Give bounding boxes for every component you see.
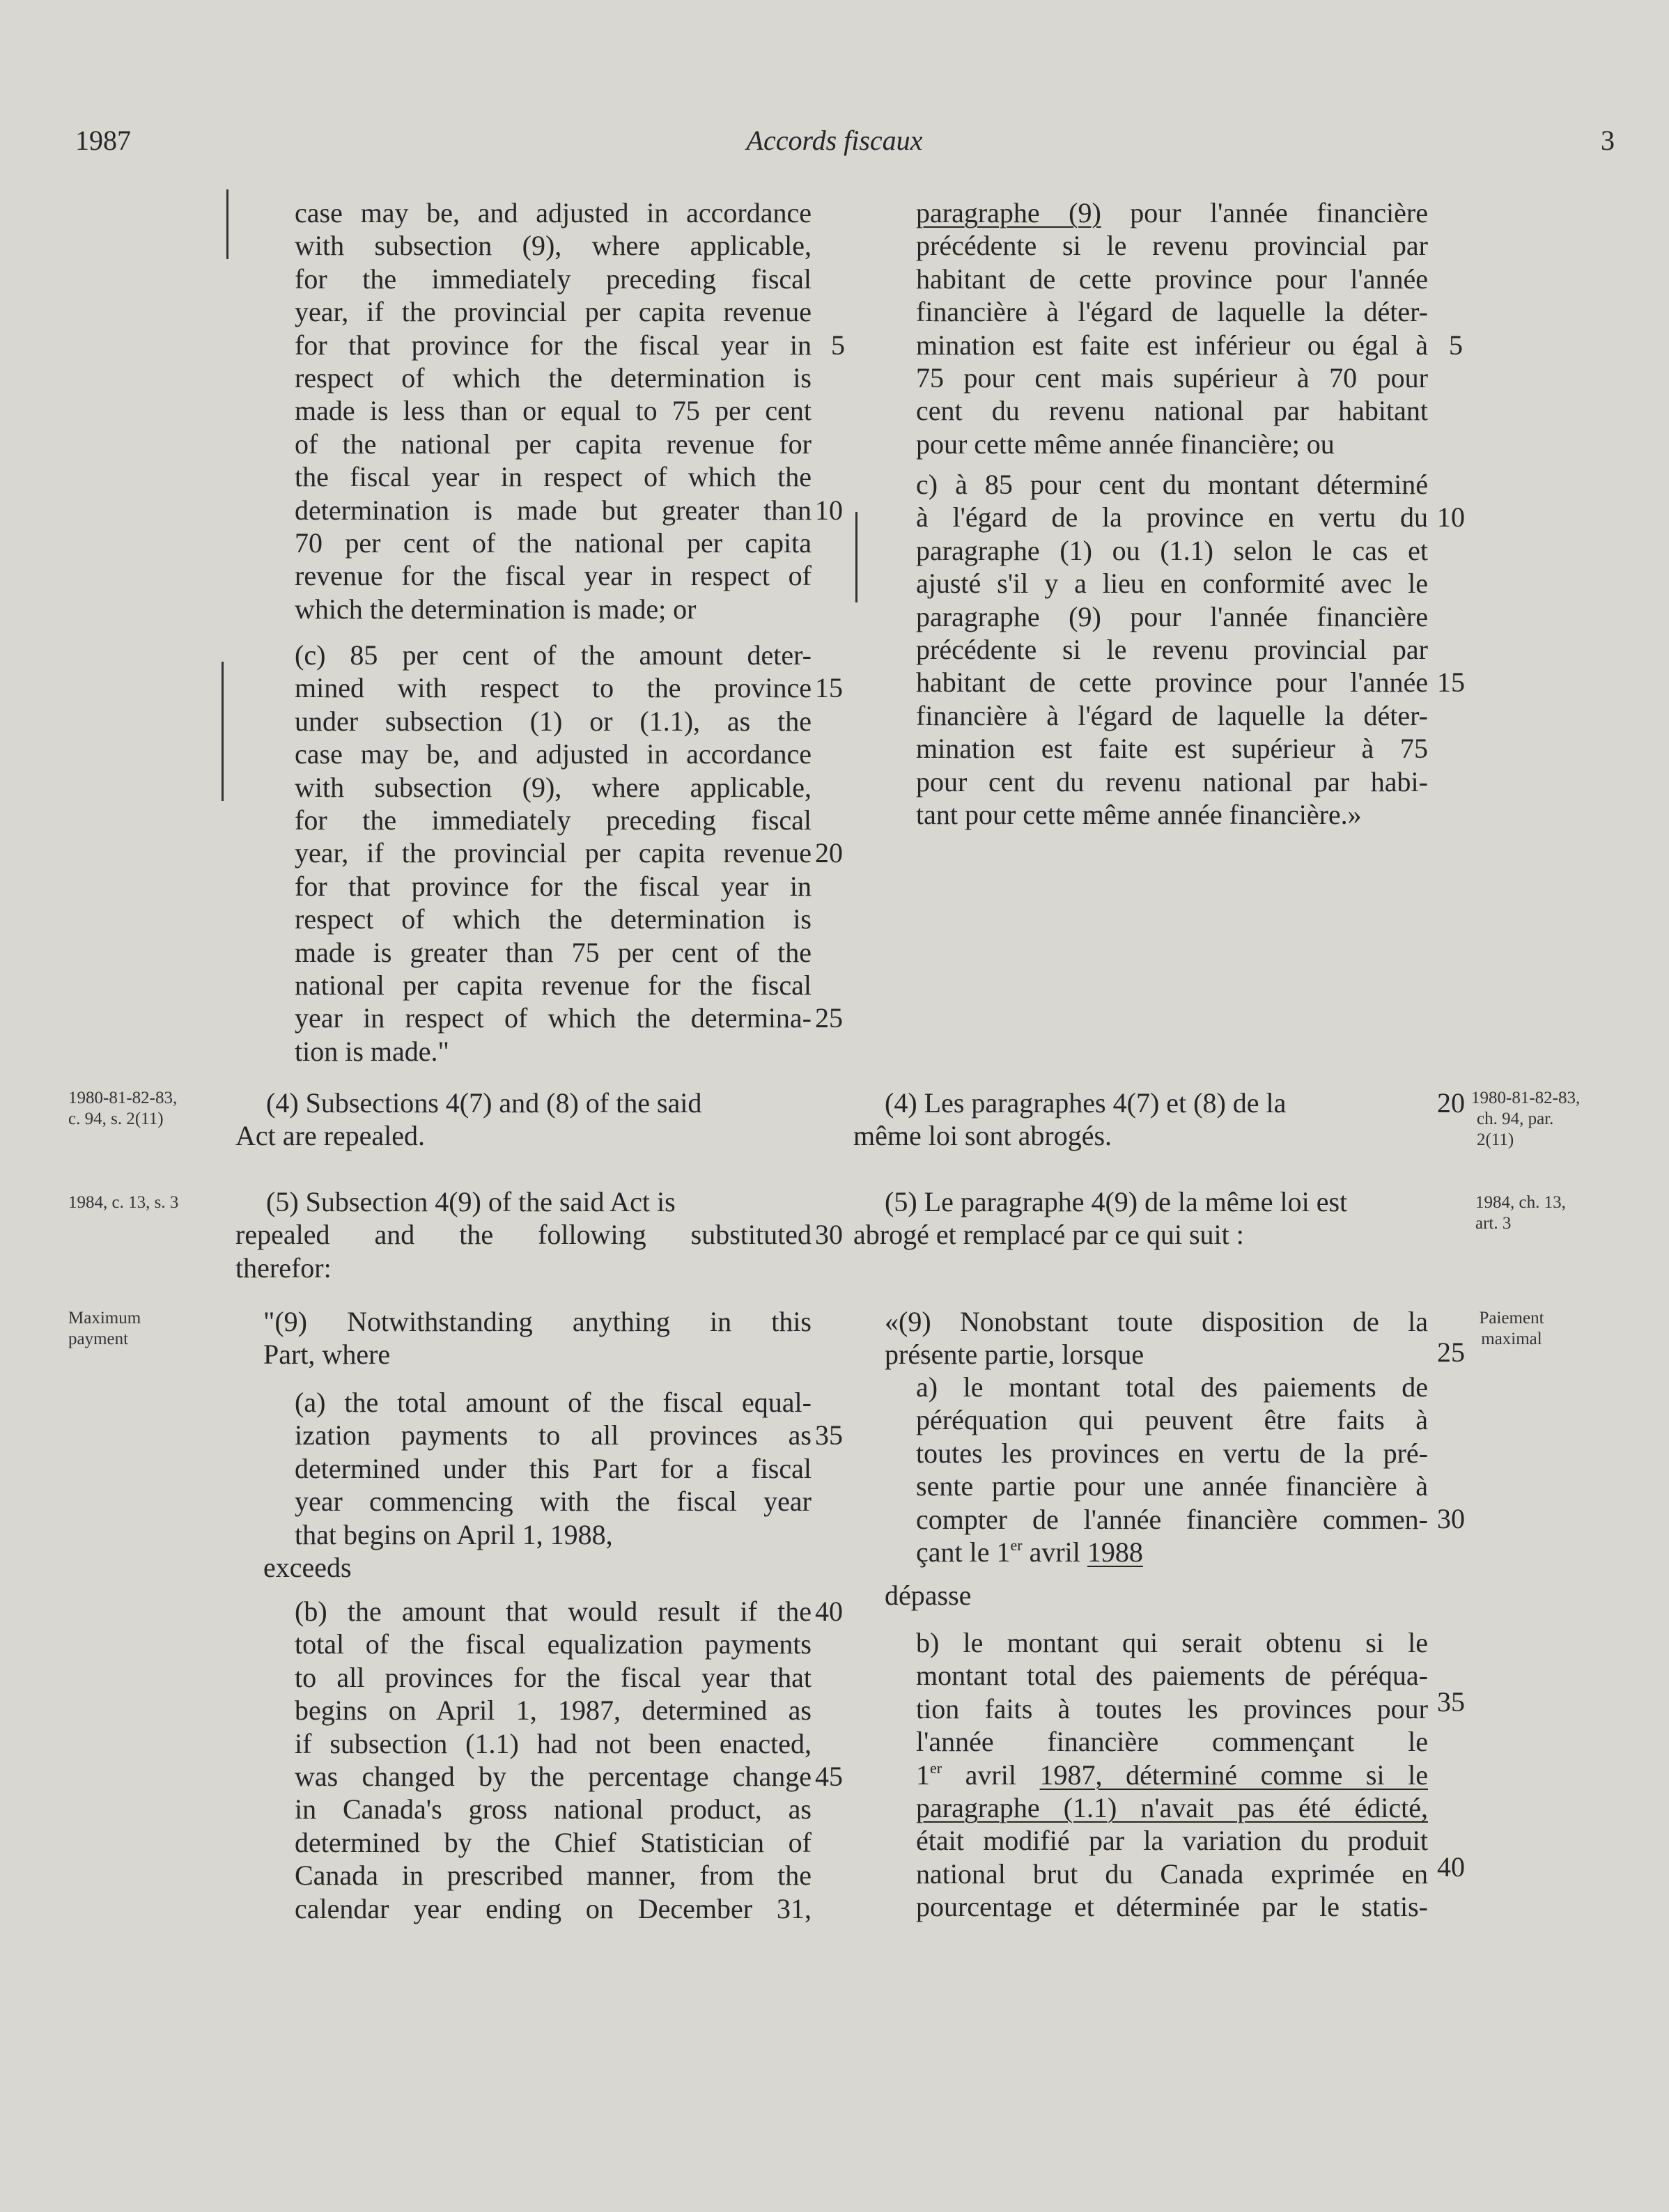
line-number: 25	[815, 1002, 843, 1034]
text-line: b) le montant qui serait obtenu si le	[916, 1627, 1428, 1658]
text-line: Canada in prescribed manner, from the	[295, 1860, 812, 1892]
text-line: case may be, and adjusted in accordance	[295, 197, 812, 228]
text-line: même loi sont abrogés.	[853, 1120, 1112, 1152]
line-number: 35	[815, 1419, 843, 1451]
text-line: of the national per capita revenue for	[295, 428, 812, 460]
text-line: that begins on April 1, 1988,	[295, 1518, 613, 1550]
french-paragraph-a	[916, 1371, 1428, 1568]
text-line: with subsection (9), where applicable,	[295, 230, 812, 262]
text-line: in Canada's gross national product, as	[295, 1793, 812, 1825]
text-line: (5) Le paragraphe 4(9) de la même loi est	[885, 1186, 1348, 1217]
text-line: Act are repealed.	[235, 1120, 426, 1152]
line-number: 10	[815, 494, 843, 526]
text-line: respect of which the determination is	[295, 361, 812, 394]
text-line: sente partie pour une année financière à	[916, 1470, 1428, 1502]
text-line: with subsection (9), where applicable,	[295, 771, 812, 803]
margin-note-line: maximal	[1481, 1330, 1542, 1348]
text-line: determined under this Part for a fiscal	[295, 1452, 812, 1484]
text-line: which the determination is made; or	[295, 593, 697, 625]
english-subsection-4	[235, 1086, 812, 1153]
text-line: pour cette même année financière; ou	[916, 428, 1335, 460]
text-line: çant le 1er avril 1988	[916, 1536, 1143, 1568]
text-line: mined with respect to the province	[295, 672, 812, 704]
text-line: ization payments to all provinces as	[295, 1419, 812, 1451]
text-line: ajusté s'il y a lieu en conformité avec le	[916, 568, 1428, 600]
text-line: was changed by the percentage change	[295, 1760, 812, 1792]
text-line: repealed and the following substituted	[235, 1219, 812, 1251]
text-line: under subsection (1) or (1.1), as the	[295, 705, 812, 737]
text-line: «(9) Nonobstant toute disposition de la	[885, 1306, 1428, 1337]
french-column-top	[916, 196, 1428, 460]
text-line: therefor:	[235, 1252, 332, 1284]
line-number: 20	[1437, 1087, 1465, 1119]
text-line: respect of which the determination is	[295, 903, 812, 935]
line-number: 15	[815, 672, 843, 703]
margin-note-heading	[68, 1308, 141, 1350]
text-line: (5) Subsection 4(9) of the said Act is	[266, 1186, 676, 1217]
line-number: 15	[1437, 667, 1465, 698]
line-number: 40	[1437, 1851, 1465, 1883]
text-line: year commencing with the fiscal year	[295, 1486, 812, 1518]
english-paragraph-c	[295, 639, 812, 1068]
text-line: a) le montant total des paiements de	[916, 1371, 1428, 1403]
margin-note-line: 1980-81-82-83,	[68, 1089, 178, 1107]
underlined-text: paragraphe (9)	[916, 197, 1101, 228]
french-paragraph-b	[916, 1626, 1428, 1924]
line-number: 30	[815, 1219, 843, 1250]
margin-note-line: 2(11)	[1477, 1130, 1514, 1149]
english-paragraph-9	[263, 1305, 812, 1371]
text-line: abrogé et remplacé par ce qui suit :	[853, 1219, 1244, 1251]
text-line: Part, where	[263, 1339, 391, 1371]
text-line: péréquation qui peuvent être faits à	[916, 1404, 1428, 1436]
text-line: national brut du Canada exprimée en	[916, 1857, 1428, 1890]
text-line: était modifié par la variation du produit	[916, 1825, 1428, 1857]
text-line: total of the fiscal equalization payments	[295, 1628, 812, 1660]
text-line: compter de l'année financière commen-	[916, 1503, 1428, 1535]
margin-note-line: payment	[68, 1330, 129, 1348]
french-depasse: dépasse	[885, 1580, 972, 1611]
line-number: 5	[1449, 329, 1463, 361]
text-line: l'année financière commençant le	[916, 1726, 1428, 1758]
text-line: tion faits à toutes les provinces pour	[916, 1692, 1428, 1724]
change-bar	[222, 662, 224, 801]
text-line: made is greater than 75 per cent of the	[295, 936, 812, 968]
text-line: for that province for the fiscal year in	[295, 329, 812, 361]
change-bar	[855, 512, 857, 602]
text-line: calendar year ending on December 31,	[295, 1892, 812, 1924]
text-line: case may be, and adjusted in accordance	[295, 738, 812, 770]
text-line: toutes les provinces en vertu de la pré-	[916, 1437, 1428, 1469]
text-line: mination est faite est supérieur à 75	[916, 733, 1428, 765]
text-line: (c) 85 per cent of the amount deter-	[295, 639, 812, 671]
text-line: financière à l'égard de laquelle la déter-	[916, 296, 1428, 328]
margin-note-citation	[68, 1088, 177, 1130]
margin-note-citation	[1475, 1192, 1566, 1234]
margin-note-citation	[1471, 1088, 1580, 1151]
text-line: if subsection (1.1) had not been enacted,	[295, 1727, 812, 1759]
text-line: national per capita revenue for the fiscal	[295, 969, 812, 1001]
text-line: (b) the amount that would result if the	[295, 1596, 812, 1627]
text-line: habitant de cette province pour l'année	[916, 667, 1428, 699]
text-line: revenue for the fiscal year in respect of	[295, 560, 812, 592]
margin-note-line: 1980-81-82-83,	[1471, 1089, 1581, 1107]
line-number: 45	[815, 1761, 843, 1792]
text-line: 75 pour cent mais supérieur à 70 pour	[916, 361, 1428, 394]
underlined-text: 1988	[1087, 1536, 1143, 1568]
text-line: year in respect of which the determina-	[295, 1002, 812, 1034]
english-paragraph-b	[295, 1595, 812, 1925]
text-line: to all provinces for the fiscal year that	[295, 1661, 812, 1693]
french-subsection-4	[853, 1086, 1428, 1153]
english-column-top	[295, 196, 812, 625]
margin-note-line: Maximum	[68, 1309, 141, 1327]
margin-note-line: c. 94, s. 2(11)	[68, 1109, 164, 1128]
english-paragraph-a	[295, 1386, 812, 1551]
margin-note-line: ch. 94, par.	[1477, 1109, 1554, 1128]
text-line: (4) Les paragraphes 4(7) et (8) de la	[885, 1087, 1287, 1119]
text-line: begins on April 1, 1987, determined as	[295, 1695, 812, 1727]
text-line: paragraphe (9) pour l'année financière	[916, 197, 1428, 228]
text-line: year, if the provincial per capita revenue	[295, 296, 812, 328]
text-line: paragraphe (9) pour l'année financière	[916, 600, 1428, 632]
text-line: (4) Subsections 4(7) and (8) of the said	[266, 1087, 702, 1119]
text-line: "(9) Notwithstanding anything in this	[263, 1306, 812, 1337]
text-line: pour cent du revenu national par habi-	[916, 765, 1428, 797]
line-number: 35	[1437, 1686, 1465, 1718]
french-paragraph-c	[916, 468, 1428, 831]
margin-note-citation: 1984, c. 13, s. 3	[68, 1193, 179, 1212]
text-line: cent du revenu national par habitant	[916, 395, 1428, 427]
text-line: year, if the provincial per capita revenue	[295, 837, 812, 869]
underlined-text: 1987, déterminé comme si le	[1039, 1759, 1428, 1791]
line-number: 5	[831, 329, 845, 361]
margin-note-heading	[1470, 1308, 1553, 1350]
text-line: présente partie, lorsque	[885, 1339, 1144, 1371]
header-title: Accords fiscaux	[746, 125, 923, 156]
text-line: determined by the Chief Statistician of	[295, 1826, 812, 1858]
text-line: tion is made."	[295, 1035, 449, 1067]
text-line: 70 per cent of the national per capita	[295, 527, 812, 559]
text-line: à l'égard de la province en vertu du	[916, 501, 1428, 533]
text-line: financière à l'égard de laquelle la déter-	[916, 699, 1428, 731]
text-line	[916, 1791, 1428, 1824]
text-line: paragraphe (1) ou (1.1) selon le cas et	[916, 534, 1428, 566]
english-subsection-5	[235, 1185, 812, 1284]
text-line: for the immediately preceding fiscal	[295, 263, 812, 295]
line-number: 10	[1437, 501, 1465, 533]
text-line: précédente si le revenu provincial par	[916, 633, 1428, 665]
text-line: determination is made but greater than	[295, 494, 812, 526]
text-line: mination est faite est inférieur ou égal à	[916, 329, 1428, 361]
text-line: montant total des paiements de péréqua-	[916, 1660, 1428, 1692]
text-line: (a) the total amount of the fiscal equal-	[295, 1387, 812, 1418]
text-line: habitant de cette province pour l'année	[916, 263, 1428, 295]
text-line: précédente si le revenu provincial par	[916, 230, 1428, 262]
text-line: the fiscal year in respect of which the	[295, 461, 812, 493]
margin-note-line: Paiement	[1479, 1309, 1544, 1327]
french-paragraph-9	[885, 1305, 1428, 1371]
french-subsection-5	[853, 1185, 1428, 1252]
text-line: for the immediately preceding fiscal	[295, 804, 812, 836]
line-number: 30	[1437, 1503, 1465, 1534]
margin-note-line: 1984, ch. 13,	[1475, 1193, 1566, 1212]
line-number: 25	[1437, 1337, 1465, 1368]
text-line: pourcentage et déterminée par le statis-	[916, 1891, 1428, 1923]
english-exceeds: exceeds	[263, 1552, 352, 1583]
text-line: made is less than or equal to 75 per cent	[295, 395, 812, 427]
underlined-text: paragraphe (1.1) n'avait pas été édicté,	[916, 1791, 1428, 1823]
text-line: for that province for the fiscal year in	[295, 870, 812, 902]
change-bar	[226, 189, 228, 259]
text-line: 1er avril 1987, déterminé comme si le	[916, 1759, 1428, 1791]
header-year: 1987	[75, 125, 131, 156]
line-number: 40	[815, 1596, 843, 1627]
text-line: tant pour cette même année financière.»	[916, 798, 1362, 830]
page-number: 3	[1601, 125, 1615, 156]
line-number: 20	[815, 837, 843, 869]
margin-note-line: art. 3	[1475, 1214, 1512, 1233]
text-line: c) à 85 pour cent du montant déterminé	[916, 469, 1428, 500]
